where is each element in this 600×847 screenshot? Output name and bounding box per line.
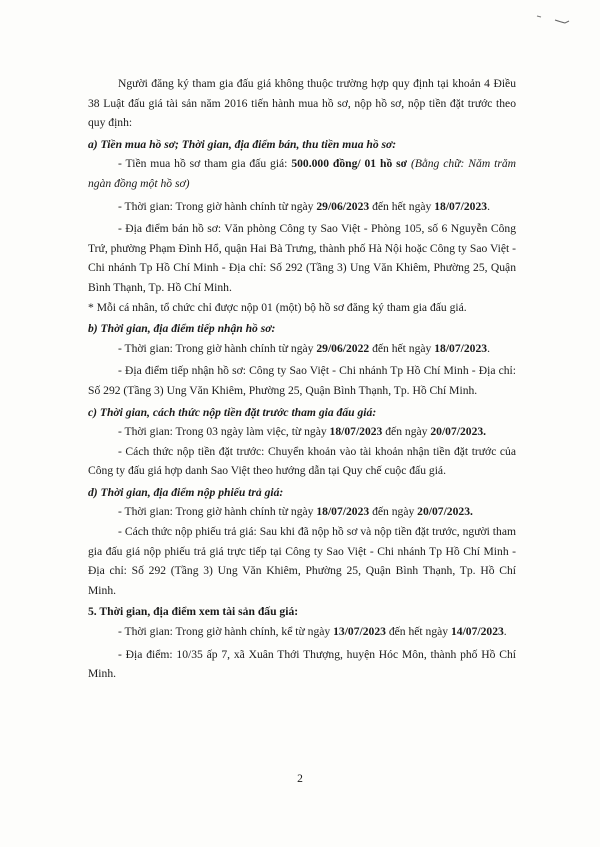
section-d-time: - Thời gian: Trong giờ hành chính từ ngày 18/07/2023 đến ngày 20/07/2023. [118, 505, 473, 519]
section-c-time: - Thời gian: Trong 03 ngày làm việc, từ ngày 18/07/2023 đến ngày 20/07/2023. [118, 425, 487, 439]
section-b-place: - Địa điểm tiếp nhận hồ sơ: Công ty Sao Việt - Chi nhánh Tp Hồ Chí Minh - Địa chỉ: Số 292 (Tầng 3) Ung Văn Khiêm, Phường 25, Quận Bình Thạnh, Tp. Hồ Chí Minh. [88, 364, 516, 397]
section-a-heading: a) Tiền mua hồ sơ; Thời gian, địa điểm bán, thu tiền mua hồ sơ: [88, 137, 397, 151]
section-a-place: - Địa điểm bán hồ sơ: Văn phòng Công ty Sao Việt - Phòng 105, số 6 Nguyễn Công Trứ, phường Phạm Đình Hổ, quận Hai Bà Trưng, thành phố Hà Nội hoặc Công ty Sao Việt - Chi nhánh Tp Hồ Chí Minh - Địa chỉ: Số 292 (Tầng 3) Ung Văn Khiêm, Phường 25, Quận Bình Thạnh, Tp. Hồ Chí Minh. [88, 222, 516, 294]
section-a-time: - Thời gian: Trong giờ hành chính từ ngày 29/06/2023 đến hết ngày 18/07/2023. [118, 199, 490, 213]
section-d-heading: d) Thời gian, địa điểm nộp phiếu trả giá: [88, 485, 284, 499]
section-5-time: - Thời gian: Trong giờ hành chính, kể từ ngày 13/07/2023 đến hết ngày 14/07/2023. [118, 625, 507, 639]
section-d-method: - Cách thức nộp phiếu trả giá: Sau khi đã nộp hồ sơ và nộp tiền đặt trước, người tham gia đấu giá nộp phiếu trả giá trực tiếp tại Công ty Sao Việt - Chi nhánh Tp Hồ Chí Minh - Địa chỉ: Số 292 (Tầng 3) Ung Văn Khiêm, Phường 25, Quận Bình Thạnh, Tp. Hồ Chí Minh. [88, 525, 516, 597]
intro-paragraph: Người đăng ký tham gia đấu giá không thuộc trường hợp quy định tại khoản 4 Điều 38 Luật đấu giá tài sản năm 2016 tiến hành mua hồ sơ, nộp hồ sơ, nộp tiền đặt trước theo quy định: [88, 77, 516, 130]
section-b-time: - Thời gian: Trong giờ hành chính từ ngày 29/06/2022 đến hết ngày 18/07/2023. [118, 341, 490, 355]
section-a-fee: - Tiền mua hồ sơ tham gia đấu giá: 500.000 đồng/ 01 hồ sơ (Bằng chữ: Năm trăm ngàn đồng một hồ sơ) [88, 157, 516, 190]
section-c-method: - Cách thức nộp tiền đặt trước: Chuyển khoản vào tài khoản nhận tiền đặt trước của Công ty đấu giá hợp danh Sao Việt theo hướng dẫn tại Quy chế cuộc đấu giá. [88, 444, 516, 478]
section-b-heading: b) Thời gian, địa điểm tiếp nhận hồ sơ: [88, 322, 276, 336]
section-5-place: - Địa điểm: 10/35 ấp 7, xã Xuân Thới Thượng, huyện Hóc Môn, thành phố Hồ Chí Minh. [88, 647, 516, 681]
scan-mark-icon [535, 8, 575, 28]
section-a-note: * Mỗi cá nhân, tổ chức chỉ được nộp 01 (một) bộ hồ sơ đăng ký tham gia đấu giá. [88, 300, 467, 314]
section-5-heading: 5. Thời gian, địa điểm xem tài sản đấu giá: [88, 605, 299, 619]
document-body [88, 74, 516, 684]
section-c-heading: c) Thời gian, cách thức nộp tiền đặt trước tham gia đấu giá: [88, 405, 377, 419]
page-number: 2 [297, 773, 303, 785]
